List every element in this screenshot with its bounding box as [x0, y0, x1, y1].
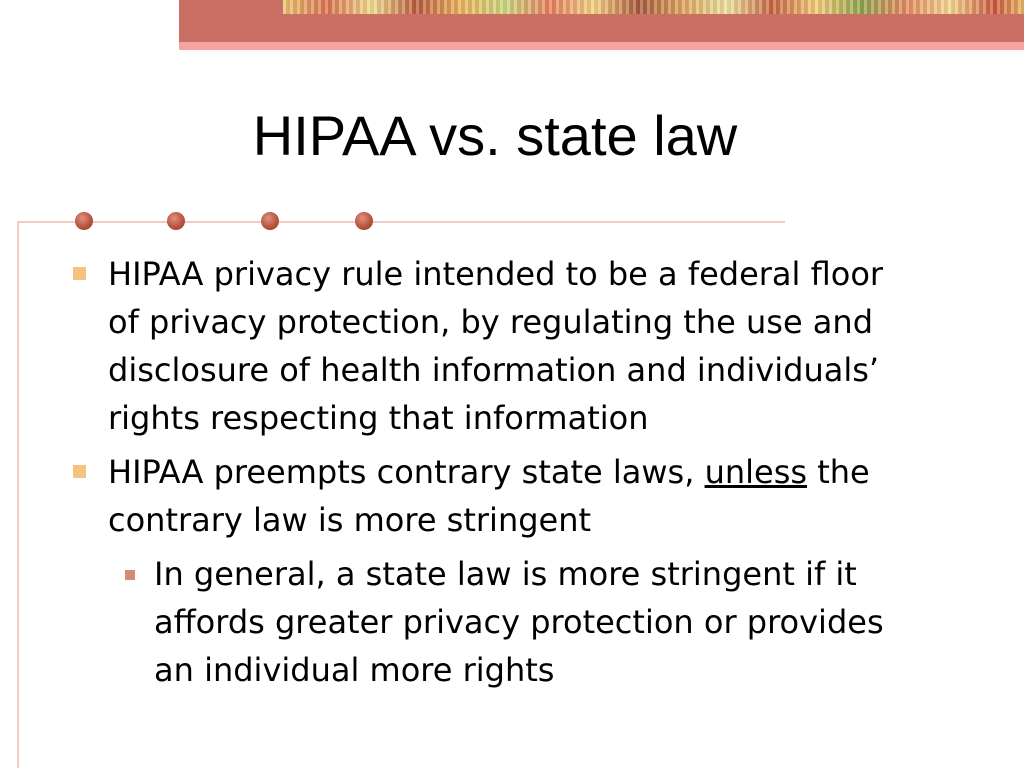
bullet-square-icon [73, 465, 86, 478]
bullet-text-before: HIPAA preempts contrary state laws, [108, 453, 705, 491]
side-line [17, 222, 19, 768]
slide-body [70, 250, 910, 694]
bullet-text-underlined: unless [704, 453, 808, 491]
bullet-item [70, 250, 910, 442]
sub-bullet-text: In general, a state law is more stringent if it affords greater privacy protection or provides an individual more rights [154, 555, 884, 689]
decorative-dot-1 [75, 212, 93, 230]
decorative-dot-4 [355, 212, 373, 230]
bullet-text-after: the contrary law is more stringent [108, 453, 870, 539]
bullet-square-icon [73, 267, 86, 280]
divider-line [17, 221, 785, 223]
header-band-stripe [179, 42, 1024, 50]
decorative-dot-3 [261, 212, 279, 230]
bullet-text: HIPAA privacy rule intended to be a federal floor of privacy protection, by regulating the use and disclosure of health information and individuals’ rights respecting that information [108, 255, 884, 437]
sub-bullet-square-icon [125, 570, 135, 580]
decorative-dot-2 [167, 212, 185, 230]
bullet-item [70, 448, 910, 544]
header-texture-image [283, 0, 1024, 14]
slide-title: HIPAA vs. state law [252, 104, 738, 167]
sub-bullet-item [116, 550, 910, 694]
